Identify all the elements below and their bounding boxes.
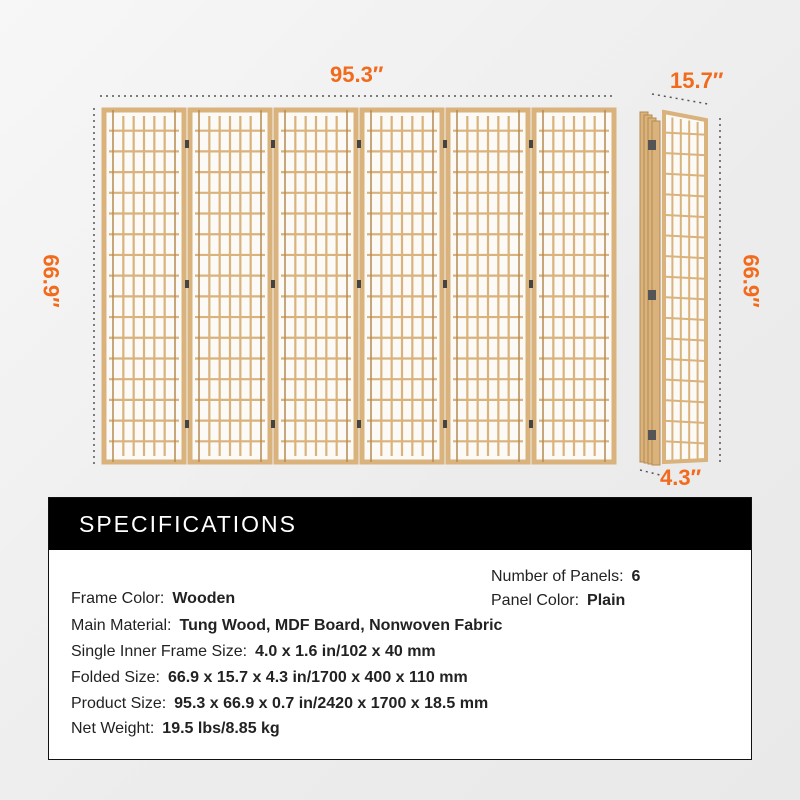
specifications-title: SPECIFICATIONS [79,511,297,537]
hinge-icon [529,140,533,148]
hinge-icon [185,140,189,148]
spec-value: 19.5 lbs/8.85 kg [162,720,280,737]
spec-label: Frame Color: [71,590,165,607]
spec-row-panel-color [491,592,625,610]
spec-value: 4.0 x 1.6 in/102 x 40 mm [255,643,436,660]
spec-value: Plain [587,592,626,609]
hinge-icon [271,280,275,288]
hinge-icon [357,280,361,288]
depth-dimension-label: 15.7″ [670,68,724,93]
spec-label: Folded Size: [71,669,160,686]
specifications-header [49,498,751,550]
spec-row-product-size [71,695,488,713]
spec-label: Main Material: [71,617,172,634]
hinge-icon [443,280,447,288]
hinge-icon [648,430,656,440]
hinge-icon [529,280,533,288]
hinge-icon [648,290,656,300]
spec-label: Number of Panels: [491,568,624,585]
spec-row-panels [491,568,640,586]
spec-value: 66.9 x 15.7 x 4.3 in/1700 x 400 x 110 mm [167,669,468,686]
spec-row-net-weight [71,720,280,738]
spec-value: 6 [631,568,641,585]
spec-value: Tung Wood, MDF Board, Nonwoven Fabric [179,617,503,634]
height-dimension-label: 66.9″ [38,254,64,308]
hinge-icon [443,420,447,428]
width-dimension-label: 95.3″ [330,62,384,87]
spec-label: Panel Color: [491,592,580,609]
hinge-icon [271,140,275,148]
spec-row-material [71,617,502,635]
spec-row-inner-frame [71,643,436,661]
hinge-icon [443,140,447,148]
specifications-panel [48,497,752,760]
spec-row-frame-color [71,590,235,608]
folded-height-dimension-label: 66.9″ [738,254,764,308]
spec-value: 95.3 x 66.9 x 0.7 in/2420 x 1700 x 18.5 mm [174,695,489,712]
hinge-icon [357,420,361,428]
spec-label: Net Weight: [71,720,155,737]
spec-label: Product Size: [71,695,167,712]
folded-panel-face [664,112,706,462]
hinge-icon [185,280,189,288]
hinge-icon [185,420,189,428]
hinge-icon [357,140,361,148]
hinge-icon [271,420,275,428]
spec-value: Wooden [172,590,236,607]
hinge-icon [529,420,533,428]
depth-guide-line [652,94,708,104]
thickness-dimension-label: 4.3″ [660,465,702,490]
spec-label: Single Inner Frame Size: [71,643,248,660]
spec-row-folded-size [71,669,468,687]
hinge-icon [648,140,656,150]
